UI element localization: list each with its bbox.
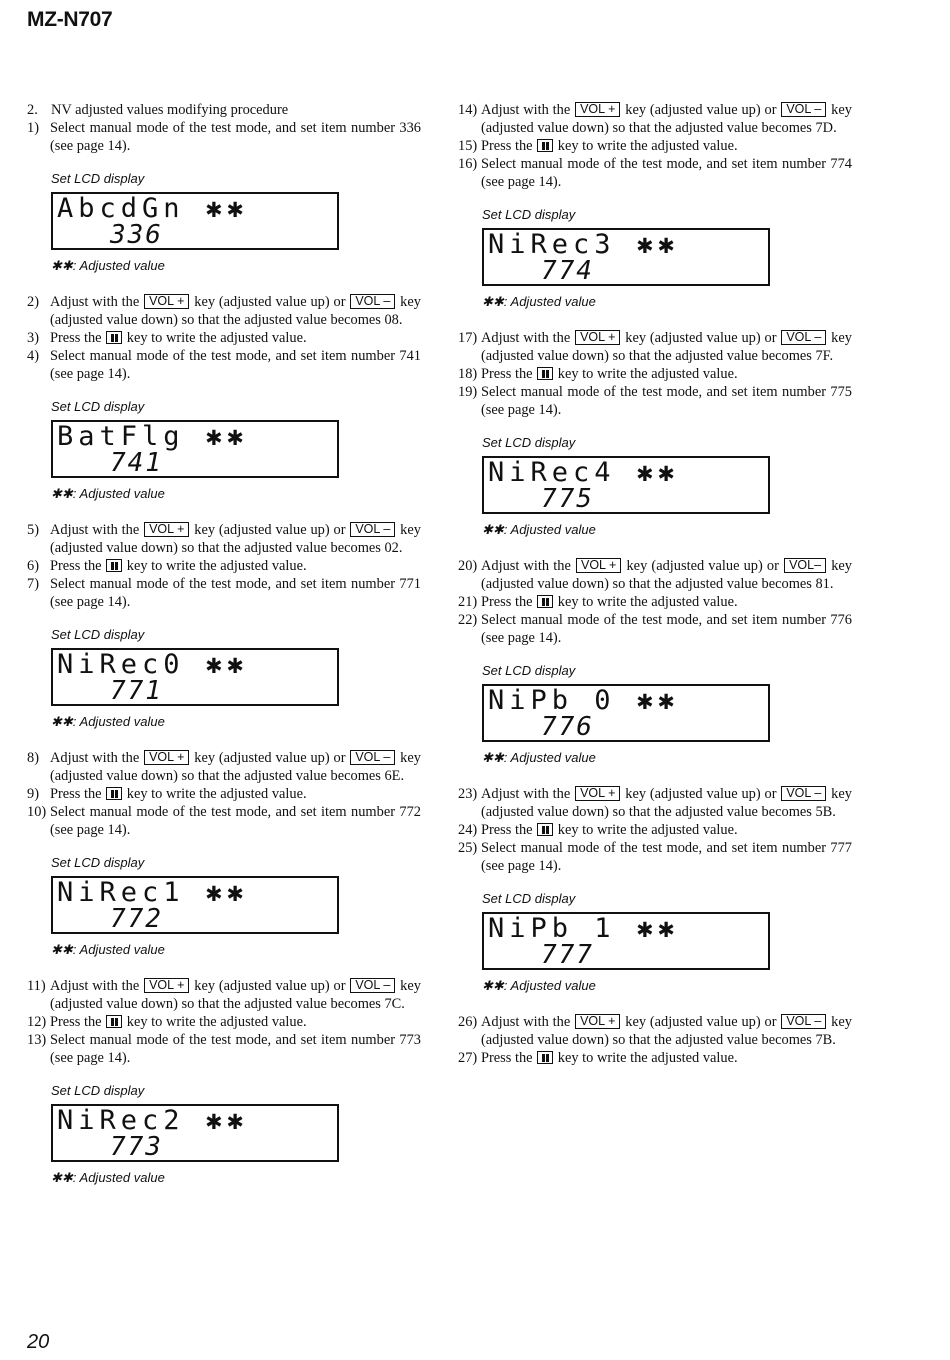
vol-up-key: VOL + [575,1014,620,1029]
pause-key-icon [537,595,553,608]
step-18: 18) Press the key to write the adjusted value. [458,366,738,382]
lcd-line-1: NiRec0 ✱✱ [57,649,249,680]
lcd-line-1: NiRec4 ✱✱ [488,457,680,488]
left-column [27,101,421,1205]
lcd-line-1: NiRec1 ✱✱ [57,877,249,908]
vol-down-key: VOL– [784,558,826,573]
lcd-line-1: NiPb 0 ✱✱ [488,685,680,716]
lcd-line-2: 776 [541,712,594,742]
vol-down-key: VOL – [781,1014,826,1029]
lcd-display [51,648,339,706]
lcd-label: Set LCD display [51,855,145,870]
lcd-figure-336 [51,171,421,274]
pause-key-icon [537,367,553,380]
pause-key-icon [537,1051,553,1064]
vol-down-key: VOL – [350,978,395,993]
lcd-figure-773 [51,1083,421,1186]
vol-up-key: VOL + [576,558,621,573]
document-header: MZ-N707 [27,8,113,31]
vol-down-key: VOL – [350,294,395,309]
lcd-display [482,912,770,970]
lcd-figure-771 [51,627,421,730]
lcd-line-2: 772 [110,904,163,934]
lcd-display [51,1104,339,1162]
lcd-label: Set LCD display [482,891,576,906]
vol-up-key: VOL + [144,750,189,765]
step-10: 10) Select manual mode of the test mode, and set item number 772 (see page 14). [27,804,421,838]
step-1: 1) Select manual mode of the test mode, and set item number 336 (see page 14). [27,120,421,154]
lcd-note: ✱✱: Adjusted value [482,750,596,765]
lcd-line-1: AbcdGn ✱✱ [57,193,249,224]
step-23: 23) Adjust with the VOL + key (adjusted value up) or VOL – key (adjusted value down) so that the adjusted value becomes 5B. [458,786,852,820]
step-27: 27) Press the key to write the adjusted value. [458,1050,738,1066]
step-21: 21) Press the key to write the adjusted value. [458,594,738,610]
vol-down-key: VOL – [781,102,826,117]
lcd-line-2: 775 [541,484,594,514]
lcd-figure-775 [482,435,852,538]
lcd-figure-777 [482,891,852,994]
pause-key-icon [537,139,553,152]
pause-key-icon [106,331,122,344]
step-14: 14) Adjust with the VOL + key (adjusted value up) or VOL – key (adjusted value down) so that the adjusted value becomes 7D. [458,102,852,136]
lcd-line-2: 773 [110,1132,163,1162]
lcd-display [51,192,339,250]
step-25: 25) Select manual mode of the test mode, and set item number 777 (see page 14). [458,840,852,874]
step-24: 24) Press the key to write the adjusted value. [458,822,738,838]
lcd-display [482,684,770,742]
step-20: 20) Adjust with the VOL + key (adjusted value up) or VOL– key (adjusted value down) so that the adjusted value becomes 81. [458,558,852,592]
vol-down-key: VOL – [350,750,395,765]
lcd-note: ✱✱: Adjusted value [51,258,165,273]
lcd-label: Set LCD display [51,627,145,642]
step-2: 2) Adjust with the VOL + key (adjusted value up) or VOL – key (adjusted value down) so that the adjusted value becomes 08. [27,294,421,328]
lcd-label: Set LCD display [51,399,145,414]
lcd-note: ✱✱: Adjusted value [51,1170,165,1185]
lcd-line-1: BatFlg ✱✱ [57,421,249,452]
vol-up-key: VOL + [575,102,620,117]
vol-up-key: VOL + [144,522,189,537]
lcd-note: ✱✱: Adjusted value [51,486,165,501]
lcd-figure-776 [482,663,852,766]
lcd-display [51,420,339,478]
step-3: 3) Press the key to write the adjusted value. [27,330,307,346]
lcd-label: Set LCD display [482,663,576,678]
step-22: 22) Select manual mode of the test mode, and set item number 776 (see page 14). [458,612,852,646]
step-11: 11) Adjust with the VOL + key (adjusted value up) or VOL – key (adjusted value down) so that the adjusted value becomes 7C. [27,978,421,1012]
pause-key-icon [106,559,122,572]
step-8: 8) Adjust with the VOL + key (adjusted value up) or VOL – key (adjusted value down) so that the adjusted value becomes 6E. [27,750,421,784]
vol-down-key: VOL – [350,522,395,537]
section-heading: 2. NV adjusted values modifying procedure [27,102,289,118]
vol-up-key: VOL + [144,978,189,993]
lcd-line-1: NiPb 1 ✱✱ [488,913,680,944]
step-16: 16) Select manual mode of the test mode, and set item number 774 (see page 14). [458,156,852,190]
step-26: 26) Adjust with the VOL + key (adjusted value up) or VOL – key (adjusted value down) so that the adjusted value becomes 7B. [458,1014,852,1048]
step-5: 5) Adjust with the VOL + key (adjusted value up) or VOL – key (adjusted value down) so that the adjusted value becomes 02. [27,522,421,556]
lcd-display [482,456,770,514]
lcd-line-2: 777 [541,940,594,970]
lcd-display [482,228,770,286]
step-9: 9) Press the key to write the adjusted value. [27,786,307,802]
lcd-figure-774 [482,207,852,310]
lcd-line-2: 771 [110,676,163,706]
vol-up-key: VOL + [144,294,189,309]
step-13: 13) Select manual mode of the test mode, and set item number 773 (see page 14). [27,1032,421,1066]
lcd-line-2: 774 [541,256,594,286]
vol-up-key: VOL + [575,786,620,801]
lcd-display [51,876,339,934]
lcd-line-2: 336 [110,220,163,250]
lcd-note: ✱✱: Adjusted value [51,942,165,957]
pause-key-icon [106,1015,122,1028]
pause-key-icon [106,787,122,800]
step-17: 17) Adjust with the VOL + key (adjusted value up) or VOL – key (adjusted value down) so that the adjusted value becomes 7F. [458,330,852,364]
step-7: 7) Select manual mode of the test mode, and set item number 771 (see page 14). [27,576,421,610]
step-19: 19) Select manual mode of the test mode, and set item number 775 (see page 14). [458,384,852,418]
vol-down-key: VOL – [781,330,826,345]
vol-up-key: VOL + [575,330,620,345]
lcd-note: ✱✱: Adjusted value [51,714,165,729]
lcd-note: ✱✱: Adjusted value [482,978,596,993]
lcd-label: Set LCD display [482,207,576,222]
page-number: 20 [27,1331,50,1353]
lcd-line-1: NiRec2 ✱✱ [57,1105,249,1136]
step-4: 4) Select manual mode of the test mode, and set item number 741 (see page 14). [27,348,421,382]
lcd-note: ✱✱: Adjusted value [482,294,596,309]
lcd-label: Set LCD display [51,171,145,186]
lcd-label: Set LCD display [51,1083,145,1098]
right-column [458,101,852,1067]
step-12: 12) Press the key to write the adjusted value. [27,1014,307,1030]
pause-key-icon [537,823,553,836]
lcd-label: Set LCD display [482,435,576,450]
lcd-line-2: 741 [110,448,163,478]
step-15: 15) Press the key to write the adjusted value. [458,138,738,154]
lcd-figure-772 [51,855,421,958]
lcd-note: ✱✱: Adjusted value [482,522,596,537]
lcd-figure-741 [51,399,421,502]
vol-down-key: VOL – [781,786,826,801]
lcd-line-1: NiRec3 ✱✱ [488,229,680,260]
step-6: 6) Press the key to write the adjusted value. [27,558,307,574]
